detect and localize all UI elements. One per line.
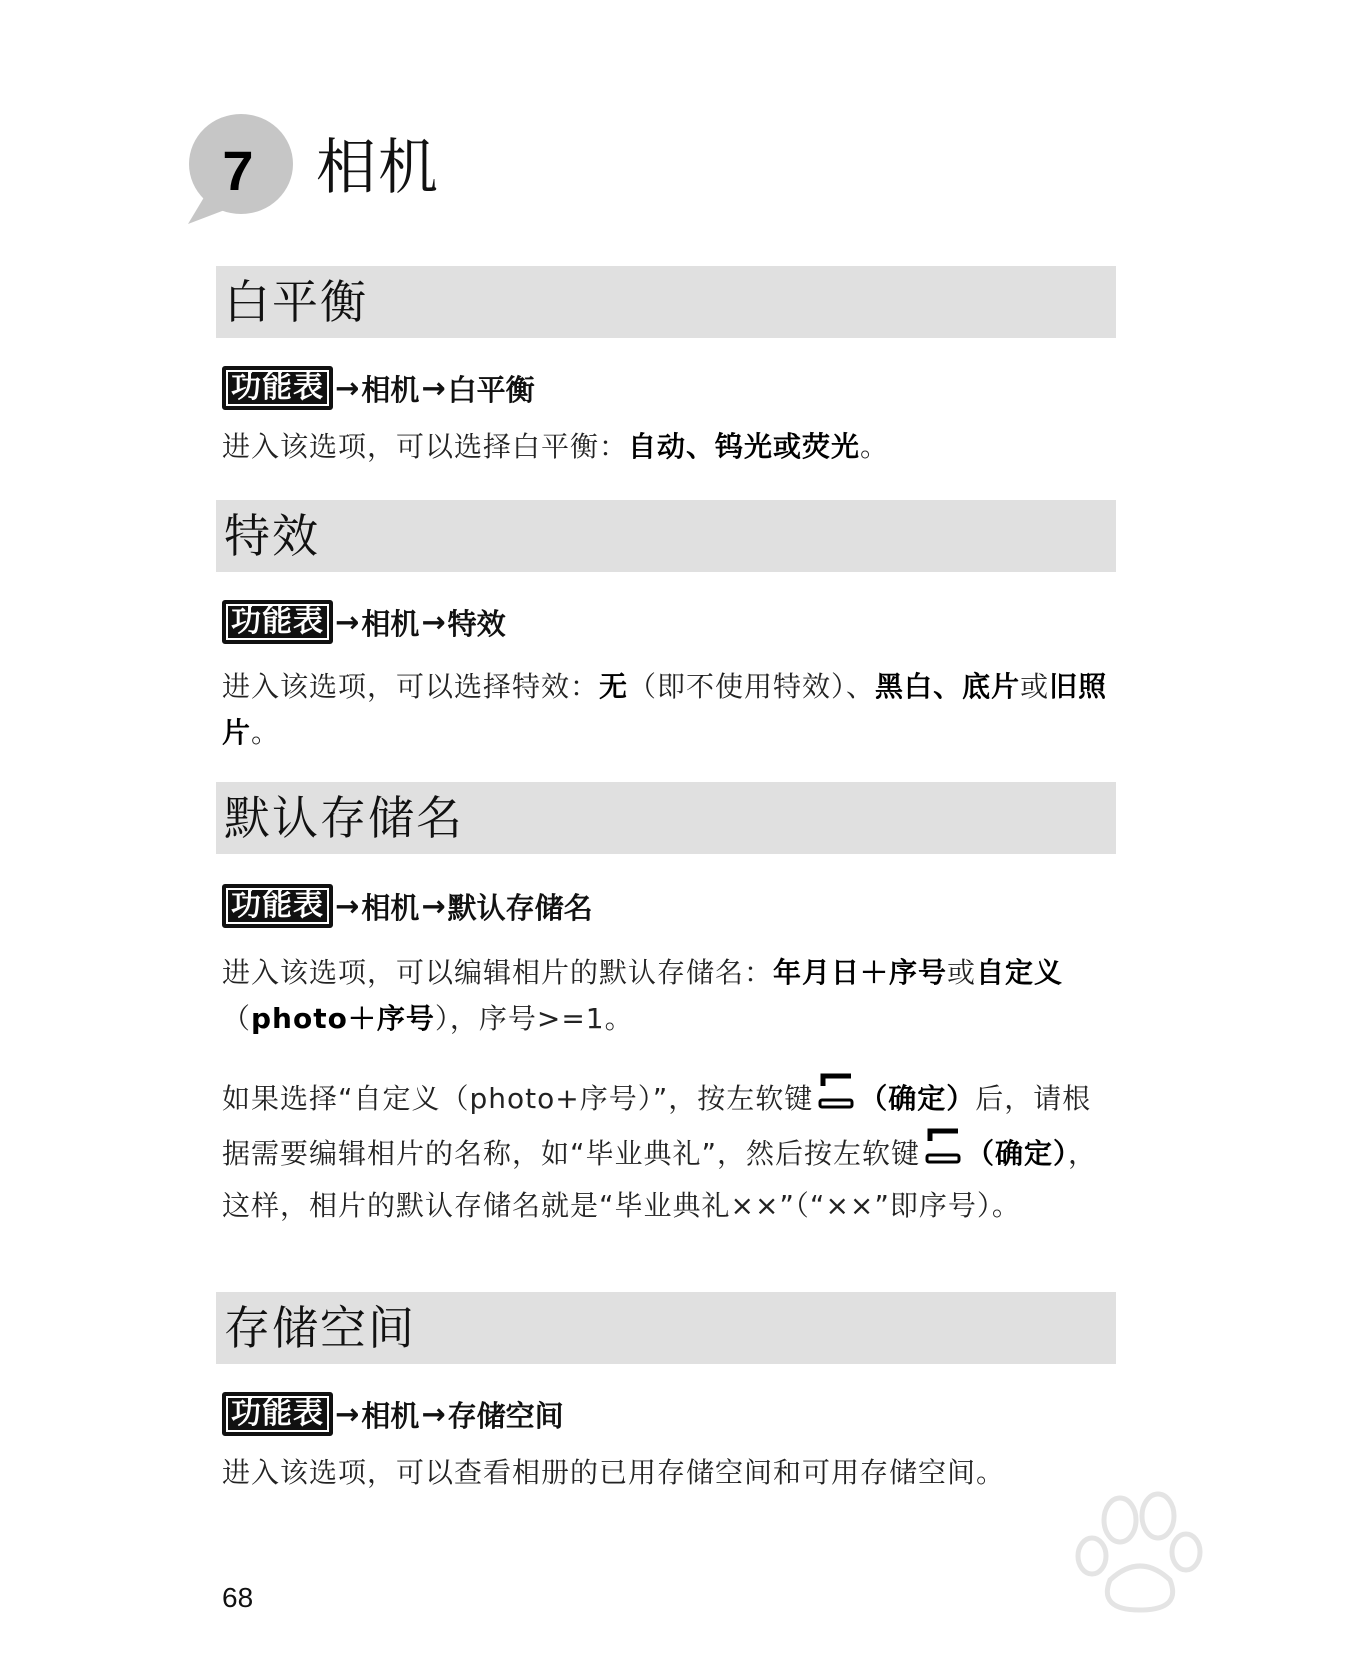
menu-path: [222, 366, 535, 410]
arrow-icon: →: [335, 371, 360, 405]
description-text: 进入该选项，可以查看相册的已用存储空间和可用存储空间。: [222, 1456, 1006, 1489]
option-name: 无: [599, 670, 629, 703]
path-step: 相机: [361, 606, 420, 641]
menu-path: [222, 884, 593, 928]
instruction-text: ，这样，相片的默认存储名就是“毕业典礼××”（“××”即序号）。: [222, 1137, 1098, 1222]
section-heading-storage: 存储空间: [216, 1292, 1116, 1364]
chapter-title: 相机: [316, 133, 440, 203]
path-step: 特效: [447, 606, 506, 641]
description-text: 或: [947, 956, 977, 989]
option-name: 旧照片: [222, 670, 1108, 749]
arrow-icon: →: [335, 605, 360, 639]
confirm-label: （确定）: [859, 1082, 976, 1115]
left-softkey-icon: [817, 1070, 855, 1112]
section-instructions: [222, 1070, 1114, 1232]
section-description: [222, 664, 1114, 756]
menu-path: [222, 600, 506, 644]
page-number: 68: [222, 1582, 254, 1613]
section-description: [222, 424, 1114, 470]
option-name: 年月日＋序号: [773, 956, 948, 989]
section-heading-effects: 特效: [216, 500, 1116, 572]
path-step: 存储空间: [447, 1398, 564, 1433]
paw-watermark-icon: [970, 1460, 1290, 1660]
description-text: 或: [1020, 670, 1050, 703]
option-name: 自定义: [976, 956, 1064, 989]
instruction-text: 后，请根据需要编辑相片的名称，如“毕业典礼”，然后按左软键: [222, 1082, 1092, 1170]
instruction-text: 如果选择“自定义（photo+序号）”，按左软键: [222, 1082, 814, 1115]
menu-path: [222, 1392, 564, 1436]
arrow-icon: →: [421, 605, 446, 639]
description-text: （即不使用特效）、: [628, 670, 876, 703]
arrow-icon: →: [421, 1397, 446, 1431]
path-step: 默认存储名: [447, 890, 593, 925]
description-text: ），序号>=1。: [434, 1002, 634, 1035]
confirm-label: （确定）: [966, 1137, 1069, 1170]
description-text: 。: [860, 430, 890, 463]
path-step: 相机: [361, 372, 420, 407]
path-step: 白平衡: [447, 372, 535, 407]
menu-badge: 功能表: [222, 884, 333, 928]
chapter-number: 7: [222, 138, 254, 202]
description-text: 进入该选项，可以编辑相片的默认存储名：: [222, 956, 774, 989]
option-name: 底片: [962, 670, 1021, 703]
arrow-icon: →: [421, 889, 446, 923]
description-text: 进入该选项，可以选择白平衡：: [222, 430, 629, 463]
path-step: 相机: [361, 1398, 420, 1433]
path-step: 相机: [361, 890, 420, 925]
option-name: photo＋序号: [251, 1002, 435, 1035]
separator: 、: [933, 670, 963, 703]
description-text: （: [222, 1002, 252, 1035]
section-heading-white-balance: 白平衡: [216, 266, 1116, 338]
left-softkey-icon: [924, 1125, 962, 1167]
menu-badge: 功能表: [222, 366, 333, 410]
menu-badge: 功能表: [222, 1392, 333, 1436]
description-text: 。: [251, 716, 281, 749]
arrow-icon: →: [421, 371, 446, 405]
arrow-icon: →: [335, 889, 360, 923]
menu-badge: 功能表: [222, 600, 333, 644]
section-description: [222, 950, 1114, 1042]
option-list: 自动、钨光或荧光: [628, 430, 861, 463]
arrow-icon: →: [335, 1397, 360, 1431]
option-name: 黑白: [875, 670, 934, 703]
section-heading-default-name: 默认存储名: [216, 782, 1116, 854]
description-text: 进入该选项，可以选择特效：: [222, 670, 600, 703]
